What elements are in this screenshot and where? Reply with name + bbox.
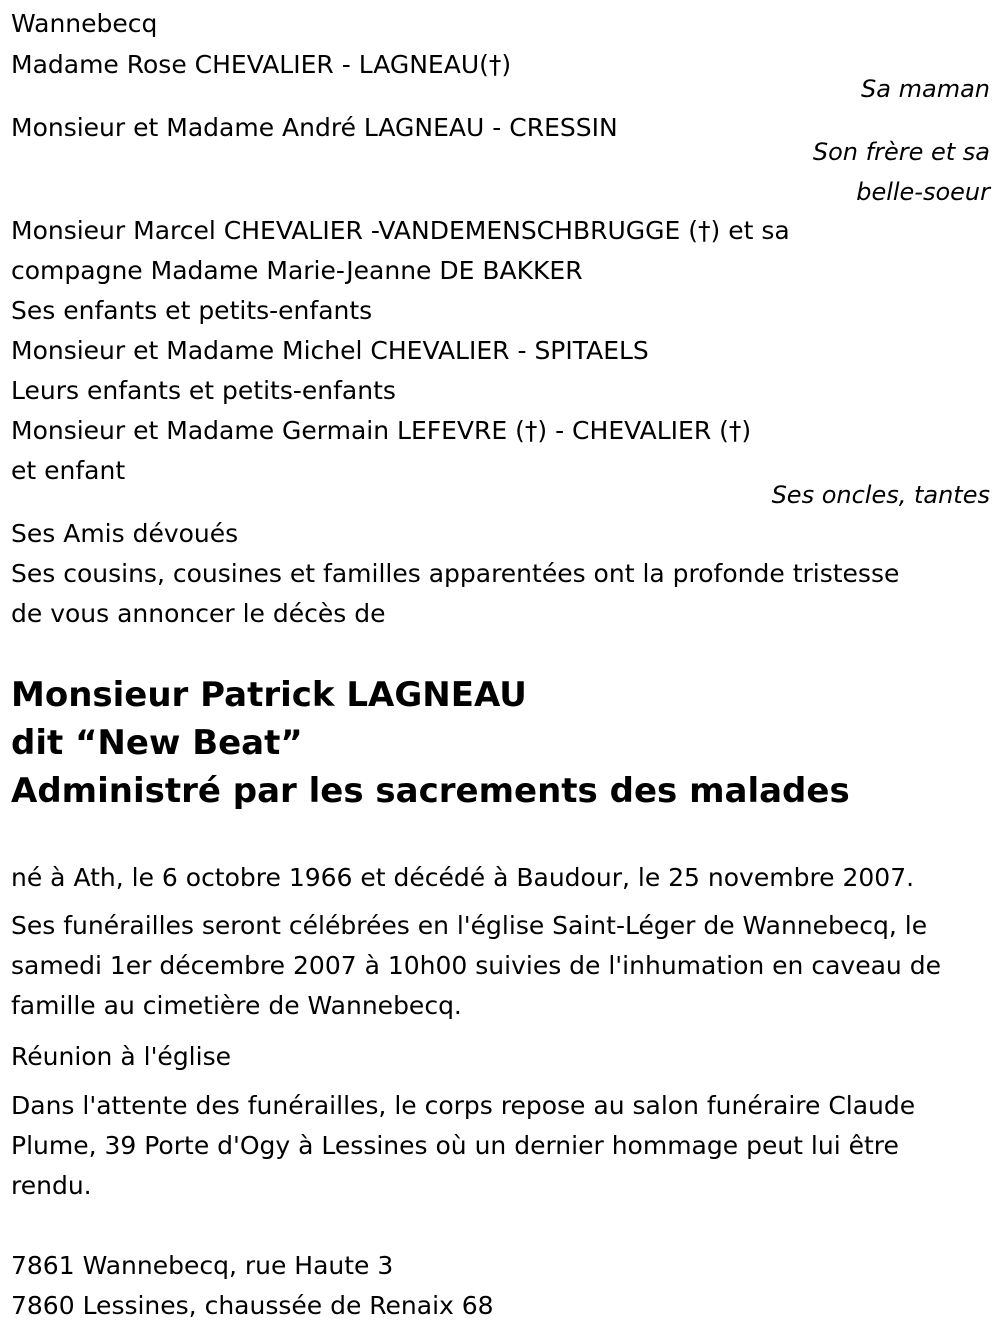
funeral-line-3: famille au cimetière de Wannebecq.	[11, 991, 462, 1020]
rest-line-1: Dans l'attente des funérailles, le corps repose au salon funéraire Claude	[11, 1091, 916, 1120]
aunt-children: et enfant	[11, 456, 126, 485]
mother-name: Madame Rose CHEVALIER - LAGNEAU(†)	[11, 50, 512, 79]
brother-relation-line-1: Son frère et sa	[812, 138, 990, 166]
address-line-1: 7861 Wannebecq, rue Haute 3	[11, 1251, 394, 1280]
sacrament-line: Administré par les sacrements des malades	[11, 771, 850, 811]
uncle2-children: Leurs enfants et petits-enfants	[11, 376, 396, 405]
uncle-line-2: compagne Madame Marie-Jeanne DE BAKKER	[11, 256, 583, 285]
meeting-line: Réunion à l'église	[11, 1042, 231, 1071]
announce-line: de vous annoncer le décès de	[11, 599, 386, 628]
uncle-children: Ses enfants et petits-enfants	[11, 296, 373, 325]
brother-relation-line-2: belle-soeur	[856, 178, 990, 206]
mother-relation: Sa maman	[861, 75, 990, 103]
village-name: Wannebecq	[11, 9, 158, 38]
funeral-line-1: Ses funérailles seront célébrées en l'église Saint-Léger de Wannebecq, le	[11, 911, 928, 940]
uncle2-name: Monsieur et Madame Michel CHEVALIER - SPITAELS	[11, 336, 649, 365]
rest-line-2: Plume, 39 Porte d'Ogy à Lessines où un dernier hommage peut lui être	[11, 1131, 899, 1160]
friends-line: Ses Amis dévoués	[11, 519, 239, 548]
rest-line-3: rendu.	[11, 1171, 92, 1200]
deceased-nickname: dit “New Beat”	[11, 723, 303, 763]
brother-name: Monsieur et Madame André LAGNEAU - CRESSIN	[11, 113, 618, 142]
aunt-name: Monsieur et Madame Germain LEFEVRE (†) - CHEVALIER (†)	[11, 416, 752, 445]
uncles-relation: Ses oncles, tantes	[771, 481, 990, 509]
cousins-line: Ses cousins, cousines et familles apparentées ont la profonde tristesse	[11, 559, 900, 588]
uncle-line-1: Monsieur Marcel CHEVALIER -VANDEMENSCHBRUGGE (†) et sa	[11, 216, 790, 245]
deceased-name: Monsieur Patrick LAGNEAU	[11, 675, 527, 715]
birth-death-line: né à Ath, le 6 octobre 1966 et décédé à Baudour, le 25 novembre 2007.	[11, 863, 915, 892]
address-line-2: 7860 Lessines, chaussée de Renaix 68	[11, 1291, 494, 1320]
funeral-line-2: samedi 1er décembre 2007 à 10h00 suivies de l'inhumation en caveau de	[11, 951, 941, 980]
